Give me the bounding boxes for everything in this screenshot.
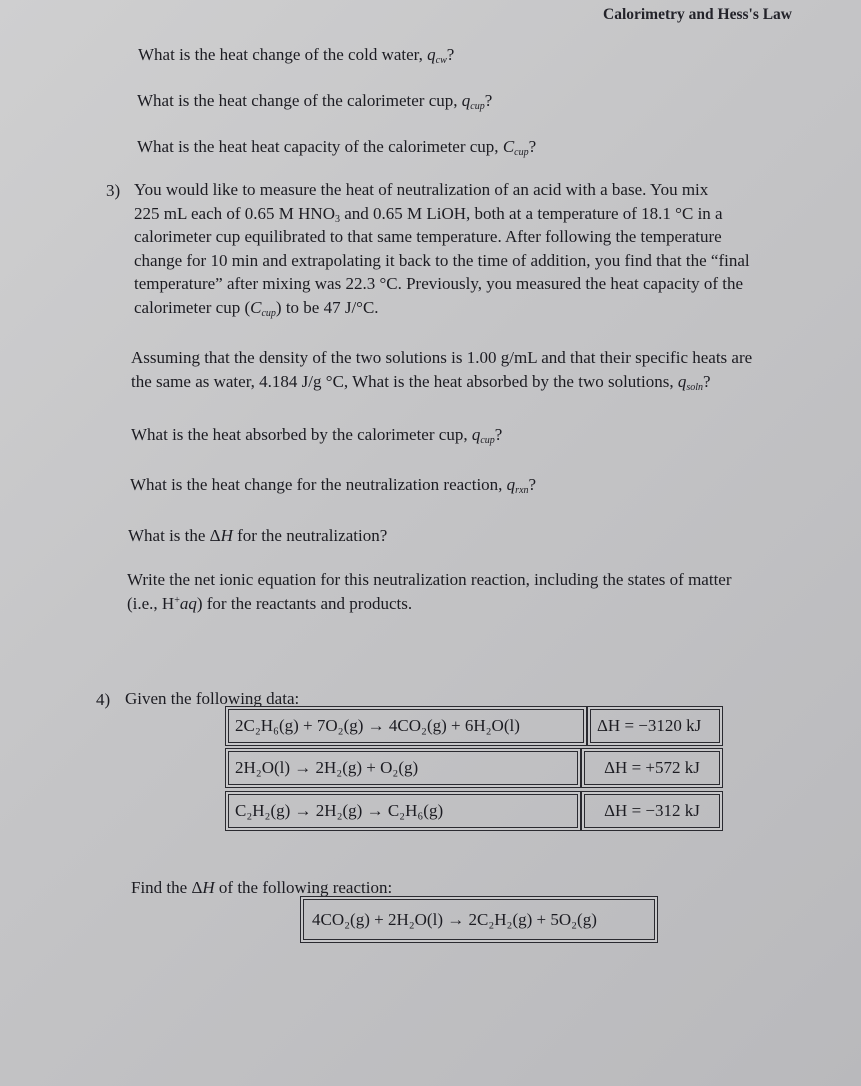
reaction-data-table — [225, 698, 725, 834]
question-cup-heat: What is the heat change of the calorimeter cup, $q_{cup}$? — [137, 91, 493, 112]
find-delta-h-instruction: Find the ΔH of the following reaction: — [131, 878, 393, 897]
question-delta-h: What is the ΔH for the neutralization? — [128, 526, 388, 545]
target-reaction: 4CO₂(g) + 2H₂O(l) → 2C₂H₂(g) + 5O₂(g) — [303, 899, 655, 940]
table-row-3-delta-h: ΔH = −312 kJ — [584, 794, 720, 828]
question-net-ionic: Write the net ionic equation for this neutralization reaction, including the states of matter (i.e., H+aq) for the reactants and products. — [127, 570, 732, 613]
table-row-2-equation: 2H₂O(l) → 2H₂(g) + O₂(g) — [228, 751, 578, 785]
problem-4-number: 4) — [96, 690, 111, 709]
table-row-2-delta-h: ΔH = +572 kJ — [584, 751, 720, 785]
page-header: Calorimetry and Hess's Law — [603, 6, 793, 23]
problem-4-intro: Given the following data: — [125, 689, 300, 708]
problem-3-intro: You would like to measure the heat of neutralization of an acid with a base. You mix 225 mL each of 0.65 M $HNO_3$ and 0.65 M LiOH, both at a temperature of 18.1 °C in a calorimeter cup equilibrated to that same temperature. After following the temperature change for 10 min and extrapolating it back to the time of addition, you find that the “final temperature” after mixing was 22.3 °C. Previously, you measured the heat capacity of the calorimeter cup $(C_{cup})$ to be 47 J/°C. — [134, 180, 750, 319]
problem-3-number: 3) — [106, 181, 121, 200]
question-reaction-heat: What is the heat change for the neutralization reaction, $q_{rxn}$? — [130, 475, 537, 496]
question-cold-water: What is the heat change of the cold water, $q_{cw}$? — [138, 45, 455, 66]
table-row-1-equation: 2C₂H₆(g) + 7O₂(g) → 4CO₂(g) + 6H₂O(l) — [228, 709, 584, 743]
question-cup-capacity: What is the heat heat capacity of the calorimeter cup, $C_{cup}$? — [137, 137, 537, 158]
table-row-3-equation: C₂H₂(g) → 2H₂(g) → C₂H₆(g) — [228, 794, 578, 828]
table-row-1-delta-h: ΔH = −3120 kJ — [590, 709, 720, 743]
problem-3-assumption: Assuming that the density of the two solutions is 1.00 g/mL and that their specific heats are the same as water, 4.184 J/g °C, What is the heat absorbed by the two solutions, $q_{soln}$? — [131, 348, 753, 393]
question-cup-absorbed: What is the heat absorbed by the calorimeter cup, $q_{cup}$? — [131, 425, 503, 446]
